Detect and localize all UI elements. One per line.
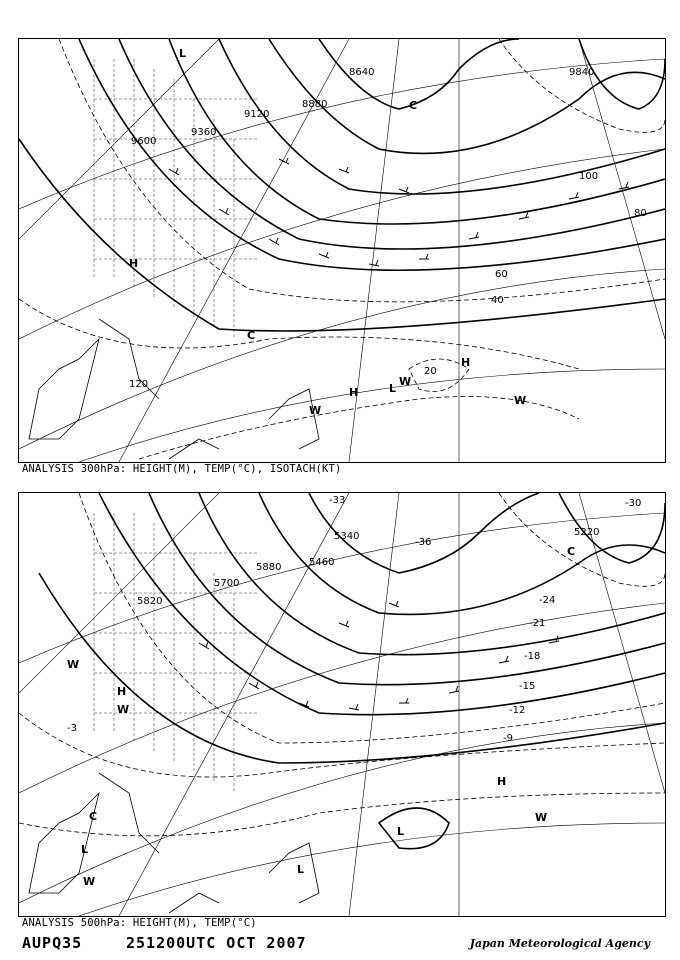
map-300hpa-canvas (19, 39, 665, 462)
panel-caption-500hpa: ANALYSIS 500hPa: HEIGHT(M), TEMP(°C) (22, 917, 257, 929)
high-marker: H (497, 775, 507, 788)
low-marker: L (389, 382, 397, 395)
temperature-label: -18 (524, 651, 541, 662)
cold-marker: C (409, 99, 418, 112)
warm-marker: W (117, 703, 130, 716)
isotach-label: 40 (491, 295, 504, 306)
high-marker: H (349, 386, 359, 399)
low-marker: L (81, 843, 89, 856)
height-label: 5700 (214, 578, 240, 589)
graticule (19, 39, 665, 462)
isotach-label: 20 (424, 366, 437, 377)
warm-marker: W (83, 875, 96, 888)
low-marker: L (297, 863, 305, 876)
low-marker: L (397, 825, 405, 838)
temperature-label: -30 (625, 498, 642, 509)
temperature-label: -24 (539, 595, 556, 606)
temperature-label: -9 (503, 733, 513, 744)
height-label: 8880 (302, 99, 328, 110)
temperature-label: -36 (415, 537, 432, 548)
isotach-label: 100 (579, 171, 599, 182)
wind-barbs (169, 158, 629, 266)
high-marker: H (117, 685, 127, 698)
panel-caption-300hpa: ANALYSIS 300hPa: HEIGHT(M), TEMP(°C), ISOTACH(KT) (22, 463, 342, 475)
height-label: 5880 (256, 562, 282, 573)
wind-barbs (199, 601, 559, 710)
height-label: 9120 (244, 109, 270, 120)
temperature-label: -12 (509, 705, 526, 716)
isotach-label: 120 (129, 379, 149, 390)
map-500hpa-canvas (19, 493, 665, 916)
height-label: 9360 (191, 127, 217, 138)
coastlines (29, 319, 322, 459)
height-label: 5340 (334, 531, 360, 542)
warm-marker: W (514, 394, 527, 407)
map-panel-300hpa (18, 38, 666, 463)
isotach-label: 80 (634, 208, 647, 219)
map-panel-500hpa (18, 492, 666, 917)
temperature-label: -33 (329, 495, 346, 506)
cold-marker: C (567, 545, 576, 558)
height-label: 5220 (574, 527, 600, 538)
height-label: 9840 (569, 67, 595, 78)
chart-code: AUPQ35 (22, 934, 83, 952)
height-label: 8640 (349, 67, 375, 78)
coastlines (29, 773, 319, 913)
low-marker: L (179, 47, 187, 60)
height-labels (137, 527, 599, 607)
valid-time: 251200UTC OCT 2007 (126, 934, 307, 952)
temperature-label: -3 (67, 723, 77, 734)
height-labels (131, 67, 594, 147)
pressure-systems (129, 47, 526, 417)
agency-name: Japan Meteorological Agency (469, 937, 650, 950)
height-label: 9600 (131, 136, 157, 147)
height-label: 5820 (137, 596, 163, 607)
warm-marker: W (309, 404, 322, 417)
high-marker: H (129, 257, 139, 270)
hatched-region (94, 513, 259, 793)
hatched-region (94, 59, 259, 339)
cold-marker: C (89, 810, 98, 823)
high-marker: H (461, 356, 471, 369)
temperature-label: -21 (529, 618, 546, 629)
warm-marker: W (535, 811, 548, 824)
warm-marker: W (67, 658, 80, 671)
cold-marker: C (247, 329, 256, 342)
isotach-contours (19, 39, 665, 459)
height-contours (19, 39, 665, 331)
temperature-label: -15 (519, 681, 536, 692)
isotach-label: 60 (495, 269, 508, 280)
warm-marker: W (399, 375, 412, 388)
height-label: 5460 (309, 557, 335, 568)
